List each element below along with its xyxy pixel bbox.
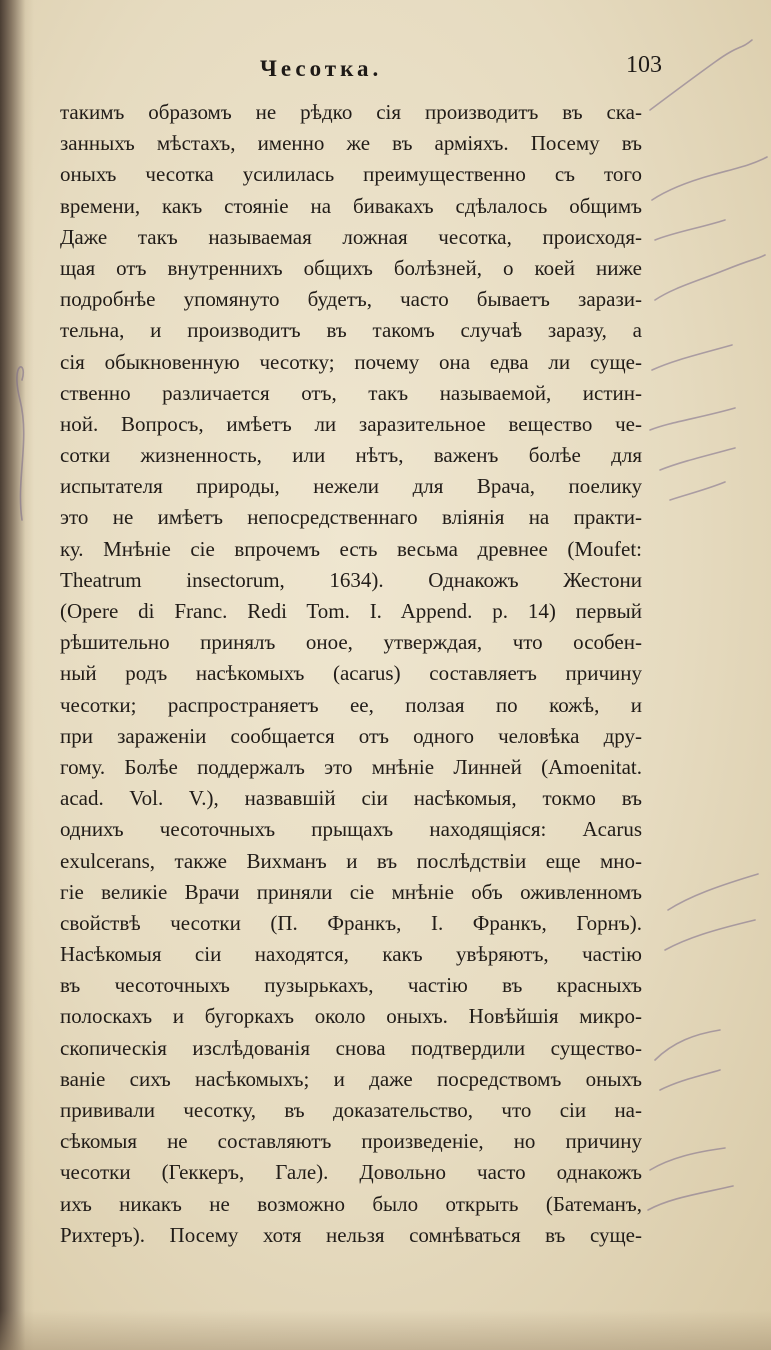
- text-line: Даже такъ называемая ложная чесотка, происходя-: [60, 224, 642, 249]
- marginal-scribble: [670, 482, 725, 500]
- text-line: свойствѣ чесотки (П. Франкъ, І. Франкъ, Горнъ).: [60, 910, 642, 935]
- text-line: гому. Болѣе поддержалъ это мнѣніе Линней (Amoenitat.: [60, 754, 642, 779]
- body-text: [60, 97, 642, 1251]
- marginal-scribble: [655, 1030, 720, 1060]
- text-line: испытателя природы, нежели для Врача, поелику: [60, 474, 642, 499]
- text-line: Рихтеръ). Посему хотя нельзя сомнѣваться въ суще-: [60, 1222, 642, 1247]
- marginal-scribble: [655, 220, 725, 240]
- text-line: ный родъ насѣкомыхъ (acarus) составляетъ причину: [60, 661, 642, 686]
- marginal-scribble: [665, 920, 755, 950]
- text-line: exulcerans, также Вихманъ и въ послѣдствіи еще мно-: [60, 848, 642, 873]
- marginal-scribble: [660, 1070, 720, 1090]
- marginal-scribble: [650, 1148, 725, 1170]
- text-line: чесотки; распространяетъ ее, ползая по кожѣ, и: [60, 692, 642, 717]
- text-line: щая отъ внутреннихъ общихъ болѣзней, о коей ниже: [60, 255, 642, 280]
- text-line: такимъ образомъ не рѣдко сія производитъ въ ска-: [60, 100, 642, 124]
- text-line: подробнѣе упомянуто будетъ, часто бываетъ зарази-: [60, 287, 642, 312]
- text-line: гіе великіе Врачи приняли сіе мнѣніе объ оживленномъ: [60, 879, 642, 904]
- text-line: ихъ никакъ не возможно было открыть (Батеманъ,: [60, 1191, 642, 1216]
- marginal-scribble: [655, 255, 765, 300]
- text-line: времени, какъ стояніе на бивакахъ сдѣлалось общимъ: [60, 193, 642, 218]
- text-line: въ чесоточныхъ пузырькахъ, частію въ красныхъ: [60, 973, 642, 998]
- bottom-shadow: [0, 1310, 771, 1350]
- text-line: при зараженіи сообщается отъ одного человѣка дру-: [60, 723, 642, 748]
- marginal-scribble: [668, 874, 758, 910]
- text-line: оныхъ чесотка усилилась преимущественно съ того: [60, 162, 642, 187]
- text-line: скопическія изслѣдованія снова подтвердили существо-: [60, 1035, 642, 1060]
- text-line: прививали чесотку, въ доказательство, что сіи на-: [60, 1098, 642, 1122]
- marginal-scribble: [660, 448, 735, 470]
- text-line: рѣшительно принялъ оное, утверждая, что особен-: [60, 630, 642, 655]
- page-header: [90, 52, 670, 92]
- text-line: сотки жизненность, или нѣтъ, важенъ болѣе для: [60, 443, 642, 468]
- text-line: ку. Мнѣніе сіе впрочемъ есть весьма древнее (Moufet:: [60, 536, 642, 561]
- binding-shadow: [0, 0, 34, 1350]
- text-line: это не имѣетъ непосредственнаго вліянія на практи-: [60, 505, 642, 530]
- text-line: однихъ чесоточныхъ прыщахъ находящіяся: Acarus: [60, 817, 642, 842]
- page-number: 103: [626, 52, 662, 78]
- text-line: acad. Vol. V.), назвавшій сіи насѣкомыя, токмо въ: [60, 786, 642, 811]
- text-line: ственно различается отъ, такъ называемой, истин-: [60, 380, 642, 405]
- marginal-scribble: [648, 1186, 733, 1210]
- text-line: ваніе сихъ насѣкомыхъ; и даже посредствомъ оныхъ: [60, 1066, 642, 1091]
- marginal-scribble: [652, 157, 767, 200]
- text-line: ной. Вопросъ, имѣетъ ли заразительное вещество че-: [60, 411, 642, 436]
- text-line: чесотки (Геккеръ, Гале). Довольно часто однакожъ: [60, 1160, 642, 1185]
- marginal-scribble: [650, 408, 735, 430]
- text-line: Насѣкомыя сіи находятся, какъ увѣряютъ, частію: [60, 942, 642, 967]
- text-line: сѣкомыя не составляютъ произведеніе, но причину: [60, 1129, 642, 1154]
- text-line: тельна, и производитъ въ такомъ случаѣ заразу, а: [60, 318, 642, 343]
- text-line: сія обыкновенную чесотку; почему она едва ли суще-: [60, 349, 642, 374]
- text-line: (Opere di Franc. Redi Tom. I. Append. p. 14) первый: [60, 599, 642, 623]
- text-line: полоскахъ и бугоркахъ около оныхъ. Новѣйшія микро-: [60, 1004, 642, 1029]
- text-line: Theatrum insectorum, 1634). Однакожъ Жестони: [60, 567, 642, 592]
- text-line: занныхъ мѣстахъ, именно же въ арміяхъ. Посему въ: [60, 131, 642, 156]
- marginal-scribble: [652, 345, 732, 370]
- running-title: Чесотка.: [260, 56, 383, 81]
